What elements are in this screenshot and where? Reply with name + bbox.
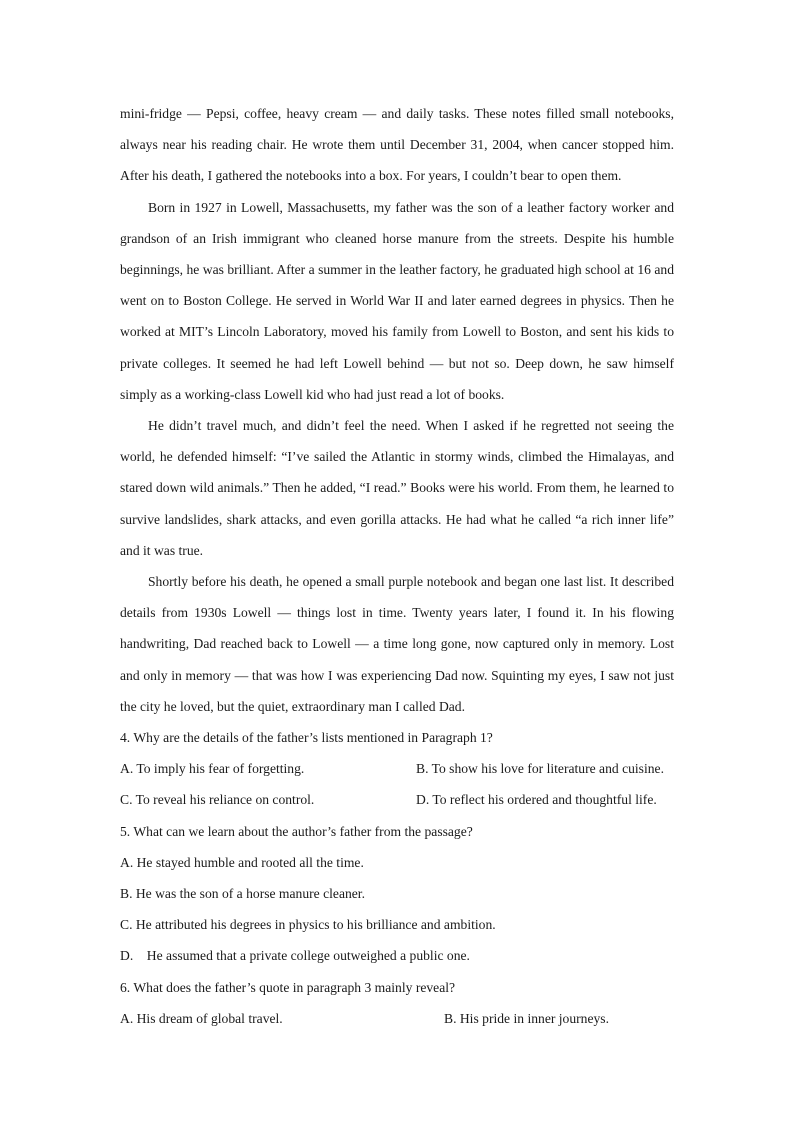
passage-paragraph-3: He didn’t travel much, and didn’t feel the need. When I asked if he regretted not seeing the world, he defended himself: “I’ve sailed the Atlantic in stormy winds, climbed the Himalayas, and stared down wild animals.” Then he added, “I read.” Books were his world. From them, he learned to survive landslides, shark attacks, and even gorilla attacks. He had what he called “a rich inner life” and it was true.	[120, 418, 674, 558]
question-5-option-a: A. He stayed humble and rooted all the time.	[120, 854, 364, 870]
passage-paragraph-4: Shortly before his death, he opened a small purple notebook and began one last list. It described details from 1930s Lowell — things lost in time. Twenty years later, I found it. In his flowing handwriting, Dad reached back to Lowell — a time long gone, now captured only in memory. Lost and only in memory — that was how I was experiencing Dad now. Squinting my eyes, I saw not just the city he loved, but the quiet, extraordinary man I called Dad.	[120, 574, 674, 714]
question-5-option-d: D. He assumed that a private college outweighed a public one.	[120, 948, 470, 964]
question-4-options-row-2	[120, 784, 674, 815]
question-4-option-a: A. To imply his fear of forgetting.	[120, 761, 305, 777]
question-4-options-row-1	[120, 753, 674, 784]
question-6-option-a: A. His dream of global travel.	[120, 1010, 283, 1026]
question-5-stem: 5. What can we learn about the author’s father from the passage?	[120, 823, 473, 839]
passage-paragraph-2: Born in 1927 in Lowell, Massachusetts, my father was the son of a leather factory worker and grandson of an Irish immigrant who cleaned horse manure from the streets. Despite his humble beginnings, he was brilliant. After a summer in the leather factory, he graduated high school at 16 and went on to Boston College. He served in World War II and later earned degrees in physics. Then he worked at MIT’s Lincoln Laboratory, moved his family from Lowell to Boston, and sent his kids to private colleges. It seemed he had left Lowell behind — but not so. Deep down, he saw himself simply as a working-class Lowell kid who had just read a lot of books.	[120, 199, 674, 402]
question-6-stem: 6. What does the father’s quote in paragraph 3 mainly reveal?	[120, 979, 456, 995]
question-4-stem: 4. Why are the details of the father’s lists mentioned in Paragraph 1?	[120, 730, 493, 746]
question-6-option-b: B. His pride in inner journeys.	[444, 1010, 609, 1026]
exam-page	[120, 98, 674, 1034]
passage-paragraph-1-continuation: mini-fridge — Pepsi, coffee, heavy cream — and daily tasks. These notes filled small notebooks, always near his reading chair. He wrote them until December 31, 2004, when cancer stopped him. After his death, I gathered the notebooks into a box. For years, I couldn’t bear to open them.	[120, 106, 674, 184]
question-5-option-b: B. He was the son of a horse manure cleaner.	[120, 886, 365, 902]
question-4-option-c: C. To reveal his reliance on control.	[120, 792, 315, 808]
question-4-option-d: D. To reflect his ordered and thoughtful life.	[416, 792, 657, 808]
question-4-option-b: B. To show his love for literature and cuisine.	[416, 761, 664, 777]
question-5-option-c: C. He attributed his degrees in physics to his brilliance and ambition.	[120, 917, 496, 933]
question-6-options-row-1	[120, 1003, 674, 1034]
